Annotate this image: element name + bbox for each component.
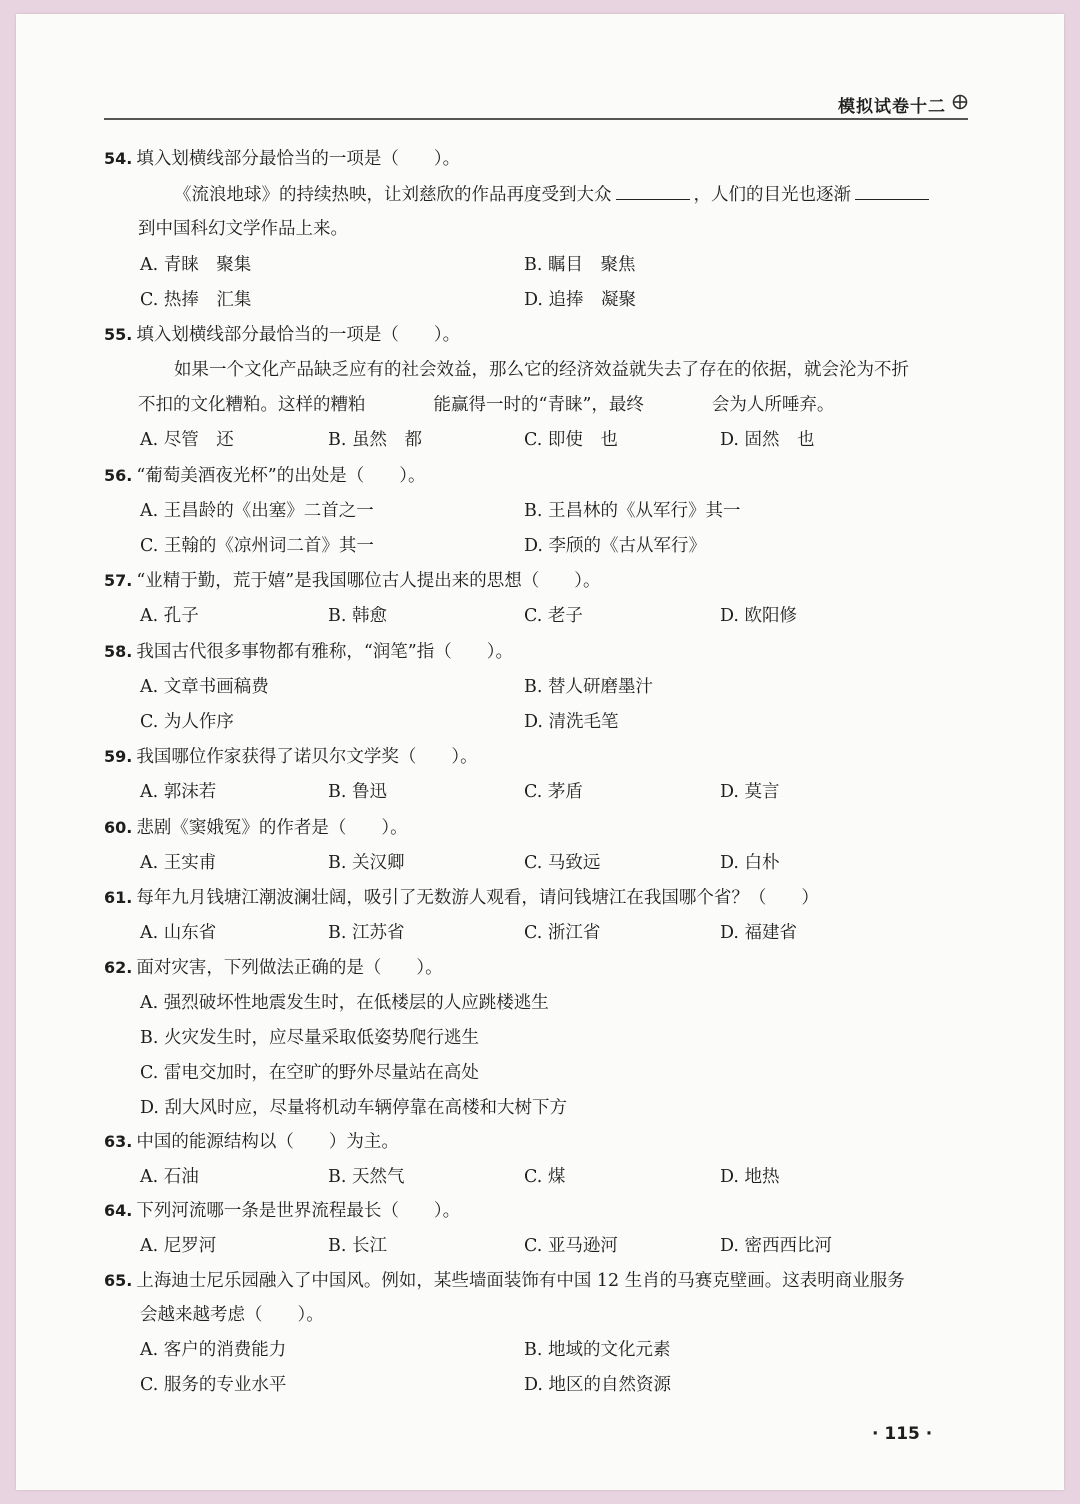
option-c[interactable]: C. 为人作序 (140, 712, 234, 732)
option-d[interactable]: D. 追捧 凝聚 (524, 290, 637, 310)
question-stem: 每年九月钱塘江潮波澜壮阔，吸引了无数游人观看，请问钱塘江在我国哪个省？（ ） (136, 888, 819, 908)
passage-line: 到中国科幻文学作品上来。 (138, 219, 348, 239)
option-c[interactable]: C. 老子 (524, 606, 583, 626)
option-a[interactable]: A. 尼罗河 (140, 1236, 217, 1256)
option-b[interactable]: B. 火灾发生时，应尽量采取低姿势爬行逃生 (140, 1028, 479, 1048)
option-c[interactable]: C. 亚马逊河 (524, 1236, 618, 1256)
option-b[interactable]: B. 王昌林的《从军行》其一 (524, 501, 741, 521)
passage-text: ，人们的目光也逐渐 (693, 185, 851, 205)
option-b[interactable]: B. 虽然 都 (328, 430, 422, 450)
option-b[interactable]: B. 瞩目 聚焦 (524, 255, 636, 275)
question-number: 61. (104, 888, 133, 907)
question-number: 63. (104, 1132, 133, 1151)
question-56 (104, 465, 976, 487)
option-d[interactable]: D. 密西西比河 (720, 1236, 833, 1256)
question-number: 54. (104, 149, 133, 168)
question-stem: 上海迪士尼乐园融入了中国风。例如，某些墙面装饰有中国 12 生肖的马赛克壁画。这表明商业服务 (136, 1271, 905, 1291)
option-d[interactable]: D. 地区的自然资源 (524, 1375, 672, 1395)
option-d[interactable]: D. 福建省 (720, 923, 798, 943)
option-c[interactable]: C. 即使 也 (524, 430, 618, 450)
question-64 (104, 1200, 976, 1222)
option-d[interactable]: D. 刮大风时应，尽量将机动车辆停靠在高楼和大树下方 (140, 1098, 568, 1118)
question-61 (104, 887, 976, 909)
option-c[interactable]: C. 王翰的《凉州词二首》其一 (140, 536, 374, 556)
question-58 (104, 641, 976, 663)
option-c[interactable]: C. 浙江省 (524, 923, 601, 943)
option-b[interactable]: B. 鲁迅 (328, 782, 387, 802)
passage-line: 如果一个文化产品缺乏应有的社会效益，那么它的经济效益就失去了存在的依据，就会沦为不折 (174, 360, 909, 380)
question-65 (104, 1270, 976, 1292)
option-a[interactable]: A. 强烈破坏性地震发生时，在低楼层的人应跳楼逃生 (140, 993, 549, 1013)
option-c[interactable]: C. 煤 (524, 1167, 566, 1187)
option-a[interactable]: A. 郭沫若 (140, 782, 217, 802)
question-number: 60. (104, 818, 133, 837)
question-stem: “业精于勤，荒于嬉”是我国哪位古人提出来的思想（ ）。 (136, 571, 601, 591)
answer-blank (616, 183, 690, 200)
question-number: 55. (104, 325, 133, 344)
option-a[interactable]: A. 文章书画稿费 (140, 677, 269, 697)
option-b[interactable]: B. 江苏省 (328, 923, 405, 943)
option-b[interactable]: B. 韩愈 (328, 606, 387, 626)
question-55 (104, 324, 976, 346)
question-60 (104, 817, 976, 839)
option-d[interactable]: D. 白朴 (720, 853, 780, 873)
option-a[interactable]: A. 客户的消费能力 (140, 1340, 287, 1360)
question-stem: “葡萄美酒夜光杯”的出处是（ ）。 (136, 466, 426, 486)
passage-text: 会为人所唾弃。 (711, 395, 835, 415)
passage-text: 不扣的文化糟粕。这样的糟粕 (138, 395, 366, 415)
option-d[interactable]: D. 地热 (720, 1167, 780, 1187)
option-d[interactable]: D. 清洗毛笔 (524, 712, 619, 732)
option-d[interactable]: D. 李颀的《古从军行》 (524, 536, 707, 556)
option-b[interactable]: B. 地域的文化元素 (524, 1340, 671, 1360)
option-a[interactable]: A. 青睐 聚集 (140, 255, 252, 275)
option-a[interactable]: A. 孔子 (140, 606, 199, 626)
passage-text: 能赢得一时的“青睐”，最终 (433, 395, 644, 415)
question-stem: 填入划横线部分最恰当的一项是（ ）。 (136, 149, 461, 169)
circle-cross-icon (952, 94, 968, 110)
question-59 (104, 746, 976, 768)
question-stem: 下列河流哪一条是世界流程最长（ ）。 (136, 1201, 461, 1221)
question-stem: 中国的能源结构以（ ）为主。 (136, 1132, 399, 1152)
question-stem: 填入划横线部分最恰当的一项是（ ）。 (136, 325, 461, 345)
option-b[interactable]: B. 替人研磨墨汁 (524, 677, 653, 697)
question-stem-continued: 会越来越考虑（ ）。 (140, 1305, 324, 1325)
answer-blank (855, 183, 929, 200)
option-d[interactable]: D. 莫言 (720, 782, 780, 802)
option-c[interactable]: C. 雷电交加时，在空旷的野外尽量站在高处 (140, 1063, 479, 1083)
question-number: 59. (104, 747, 133, 766)
option-a[interactable]: A. 尽管 还 (140, 430, 234, 450)
question-63 (104, 1131, 976, 1153)
passage-line (138, 394, 834, 416)
option-c[interactable]: C. 茅盾 (524, 782, 583, 802)
question-number: 58. (104, 642, 133, 661)
question-number: 56. (104, 466, 133, 485)
question-number: 65. (104, 1271, 133, 1290)
question-stem: 我国古代很多事物都有雅称，“润笔”指（ ）。 (136, 642, 513, 662)
header-title: 模拟试卷十二 (838, 97, 946, 117)
question-number: 62. (104, 958, 133, 977)
question-number: 57. (104, 571, 133, 590)
question-stem: 面对灾害，下列做法正确的是（ ）。 (136, 958, 443, 978)
question-number: 64. (104, 1201, 133, 1220)
question-54 (104, 148, 976, 170)
page-header (104, 84, 968, 120)
option-c[interactable]: C. 服务的专业水平 (140, 1375, 287, 1395)
question-stem: 我国哪位作家获得了诺贝尔文学奖（ ）。 (136, 747, 478, 767)
passage-text: 《流浪地球》的持续热映，让刘慈欣的作品再度受到大众 (174, 185, 612, 205)
option-c[interactable]: C. 热捧 汇集 (140, 290, 252, 310)
question-62 (104, 957, 976, 979)
option-a[interactable]: A. 王实甫 (140, 853, 217, 873)
option-b[interactable]: B. 关汉卿 (328, 853, 405, 873)
passage-line (174, 183, 933, 206)
option-c[interactable]: C. 马致远 (524, 853, 601, 873)
option-a[interactable]: A. 石油 (140, 1167, 199, 1187)
option-d[interactable]: D. 欧阳修 (720, 606, 798, 626)
question-57 (104, 570, 976, 592)
option-d[interactable]: D. 固然 也 (720, 430, 815, 450)
option-a[interactable]: A. 王昌龄的《出塞》二首之一 (140, 501, 374, 521)
option-b[interactable]: B. 天然气 (328, 1167, 405, 1187)
exam-page (16, 14, 1064, 1490)
question-stem: 悲剧《窦娥冤》的作者是（ ）。 (136, 818, 408, 838)
option-a[interactable]: A. 山东省 (140, 923, 217, 943)
page-number: · 115 · (872, 1424, 933, 1444)
option-b[interactable]: B. 长江 (328, 1236, 387, 1256)
